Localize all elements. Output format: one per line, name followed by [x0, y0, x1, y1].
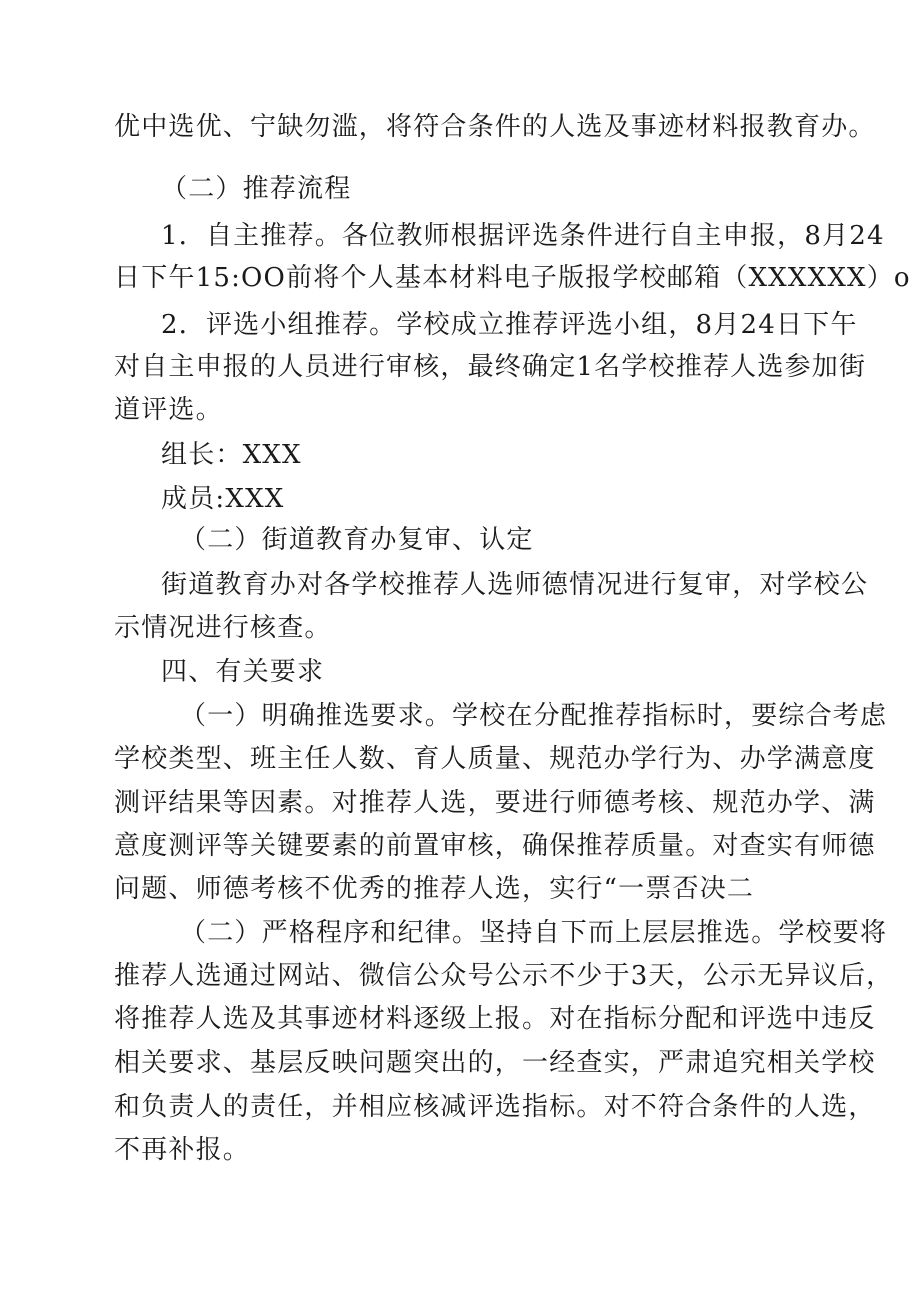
text-line: 相关要求、基层反映问题突出的，一经查实，严肃追究相关学校 — [114, 1048, 876, 1078]
text-line: 意度测评等关键要素的前置审核，确保推荐质量。对查实有师德 — [114, 831, 876, 861]
text-line: 将推荐人选及其事迹材料逐级上报。对在指标分配和评选中违反 — [114, 1004, 876, 1034]
text-line: （二）严格程序和纪律。坚持自下而上层层推选。学校要将 — [180, 918, 888, 948]
section-heading: （二）街道教育办复审、认定 — [180, 525, 534, 555]
section-heading: 四、有关要求 — [161, 657, 325, 687]
text-line: （一）明确推选要求。学校在分配推荐指标时，要综合考虑 — [180, 701, 888, 731]
text-line: 问题、师德考核不优秀的推荐人选，实行“一票否决二 — [114, 874, 755, 904]
text-line: 2．评选小组推荐。学校成立推荐评选小组，8月24日下午 — [161, 310, 858, 340]
text-line: 测评结果等因素。对推荐人选，要进行师德考核、规范办学、满 — [114, 788, 876, 818]
section-heading: （二）推荐流程 — [161, 174, 352, 204]
text-line: 成员:XXX — [161, 484, 285, 514]
text-line: 不再补报。 — [114, 1135, 251, 1165]
text-line: 推荐人选通过网站、微信公众号公示不少于3天，公示无异议后， — [114, 961, 894, 991]
text-line: 对自主申报的人员进行审核，最终确定1名学校推荐人选参加街 — [114, 352, 867, 382]
text-line: 优中选优、宁缺勿滥，将符合条件的人选及事迹材料报教育办。 — [114, 112, 876, 142]
text-line: 示情况进行核查。 — [114, 613, 332, 643]
text-line: 学校类型、班主任人数、育人质量、规范办学行为、办学满意度 — [114, 744, 876, 774]
text-line: 组长：XXX — [161, 440, 302, 470]
text-line: 和负责人的责任，并相应核减评选指标。对不符合条件的人选， — [114, 1092, 876, 1122]
text-line: 道评选。 — [114, 395, 223, 425]
text-line: 日下午15:OO前将个人基本材料电子版报学校邮箱（XXXXXX）o — [114, 263, 911, 293]
text-line: 1．自主推荐。各位教师根据评选条件进行自主申报，8月24 — [161, 221, 885, 251]
text-line: 街道教育办对各学校推荐人选师德情况进行复审，对学校公 — [161, 570, 869, 600]
